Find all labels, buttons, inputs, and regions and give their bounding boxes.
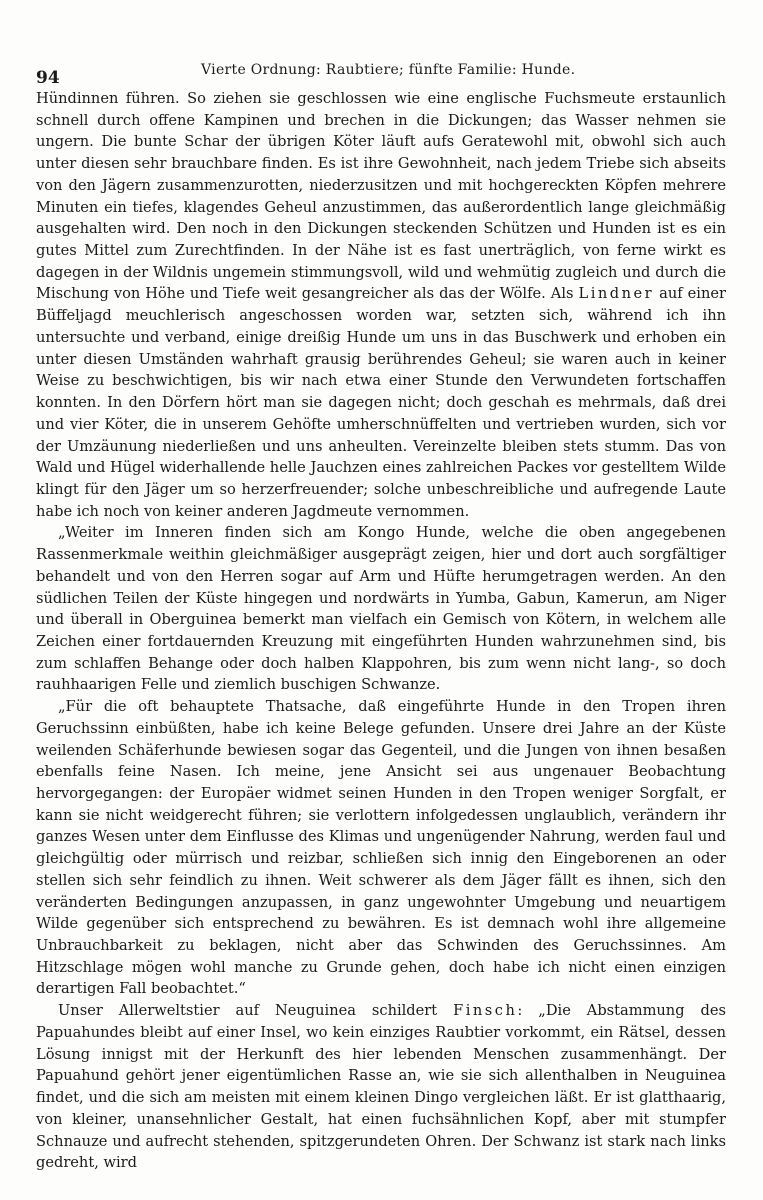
paragraph-text: auf einer Büffeljagd meuchlerisch angeschossen worden war, setzten sich, während ich ihn untersuchte und verband, einige dreißig Hunde um uns in das Buschwerk und erhoben ein unter diesen Umständen wahrhaft grausig berührendes Geheul; sie waren auch in keiner Weise zu beschwichtigen, bis wir nach etwa einer Stunde den Verwundeten fortschaffen konnten. In den Dörfern hört man sie dagegen nicht; doch geschah es mehrmals, daß drei und vier Köter, die in unserem Gehöfte umherschnüffelten und vertrieben wurden, sich vor der Umzäunung niederließen und uns anheulten. Vereinzelte bleiben stets stumm. Das von Wald und Hügel widerhallende helle Jauchzen eines zahlreichen Packes vor gestelltem Wilde klingt für den Jäger um so herzerfreuender; solche unbeschreibliche und aufregende Laute habe ich noch von keiner anderen Jagdmeute vernommen. [36,285,726,520]
author-name-lindner: Lindner [578,285,655,303]
body-text [36,88,726,1174]
page-header [36,58,723,88]
page-number: 94 [36,68,60,88]
author-name-finsch: Finsch [453,1002,518,1020]
paragraph-text: Hündinnen führen. So ziehen sie geschlossen wie eine englische Fuchsmeute erstaunlich schnell durch offene Kampinen und brechen in die Dickungen; das Wasser nehmen sie ungern. Die bunte Schar der übrigen Köter läuft aufs Geratewohl mit, obwohl sich auch unter diesen sehr brauchbare finden. Es ist ihre Gewohnheit, nach jedem Triebe sich abseits von den Jägern zusammenzurotten, niederzusitzen und mit hochgereckten Köpfen mehrere Minuten ein tiefes, klagendes Geheul anzustimmen, das außerordentlich lange gleichmäßig ausgehalten wird. Den noch in den Dickungen steckenden Schützen und Hunden ist es ein gutes Mittel zum Zurechtfinden. In der Nähe ist es fast unerträglich, von ferne wirkt es dagegen in der Wildnis ungemein stimmungsvoll, wild und wehmütig zugleich und durch die Mischung von Höhe und Tiefe weit gesangreicher als das der Wölfe. Als [36,90,726,303]
paragraph-text: Unser Allerweltstier auf Neuguinea schildert [58,1002,454,1020]
paragraph-papuahund [36,1000,726,1174]
paragraph-continuation [36,88,726,522]
running-head: Vierte Ordnung: Raubtiere; fünfte Familie: Hunde. [201,62,576,78]
paragraph-text: : „Die Abstammung des Papuahundes bleibt auf einer Insel, wo kein einziges Raubtier vorkommt, ein Rätsel, dessen Lösung innigst mit der Herkunft des hier lebenden Menschen zusammenhängt. Der Papuahund gehört jener eigentümlichen Rasse an, wie sie sich allenthalben in Neuguinea findet, und die sich am meisten mit einem kleinen Dingo vergleichen läßt. Er ist glatthaarig, von kleiner, unansehnlicher Gestalt, hat einen fuchsähnlichen Kopf, aber mit stumpfer Schnauze und aufrecht stehenden, spitzgerundeten Ohren. Der Schwanz ist stark nach links gedreht, wird [36,1002,726,1172]
paragraph-quote-kongo: „Weiter im Inneren finden sich am Kongo Hunde, welche die oben angegebenen Rassenmerkmale weithin gleichmäßiger ausgeprägt zeigen, hier und dort auch sorgfältiger behandelt und von den Herren sogar auf Arm und Hüfte herumgetragen werden. An den südlichen Teilen der Küste hingegen und nordwärts in Yumba, Gabun, Kamerun, am Niger und überall in Oberguinea bemerkt man vielfach ein Gemisch von Kötern, in welchem alle Zeichen einer fortdauernden Kreuzung mit eingeführten Hunden wahrzunehmen sind, bis zum schlaffen Behange oder doch halben Klappohren, bis zum wenn nicht lang-, so doch rauhhaarigen Felle und ziemlich buschigen Schwanze. [36,524,726,694]
paragraph-quote-geruchssinn: „Für die oft behauptete Thatsache, daß eingeführte Hunde in den Tropen ihren Geruchssinn einbüßten, habe ich keine Belege gefunden. Unsere drei Jahre an der Küste weilenden Schäferhunde bewiesen sogar das Gegenteil, und die Jungen von ihnen besaßen ebenfalls feine Nasen. Ich meine, jene Ansicht sei aus ungenauer Beobachtung hervorgegangen: der Europäer widmet seinen Hunden in den Tropen weniger Sorgfalt, er kann sie nicht weidgerecht führen; sie verlottern infolgedessen unglaublich, verändern ihr ganzes Wesen unter dem Einflusse des Klimas und ungenügender Nahrung, werden faul und gleichgültig oder mürrisch und reizbar, schließen sich innig den Eingeborenen an oder stellen sich sehr feindlich zu ihnen. Weit schwerer als dem Jäger fällt es ihnen, sich den veränderten Bedingungen anzupassen, in ganz ungewohnter Umgebung und neuartigem Wilde gegenüber sich entsprechend zu bewähren. Es ist demnach wohl ihre allgemeine Unbrauchbarkeit zu beklagen, nicht aber das Schwinden des Geruchssinnes. Am Hitzschlage mögen wohl manche zu Grunde gehen, doch habe ich nicht einen einzigen derartigen Fall beobachtet.“ [36,698,726,998]
